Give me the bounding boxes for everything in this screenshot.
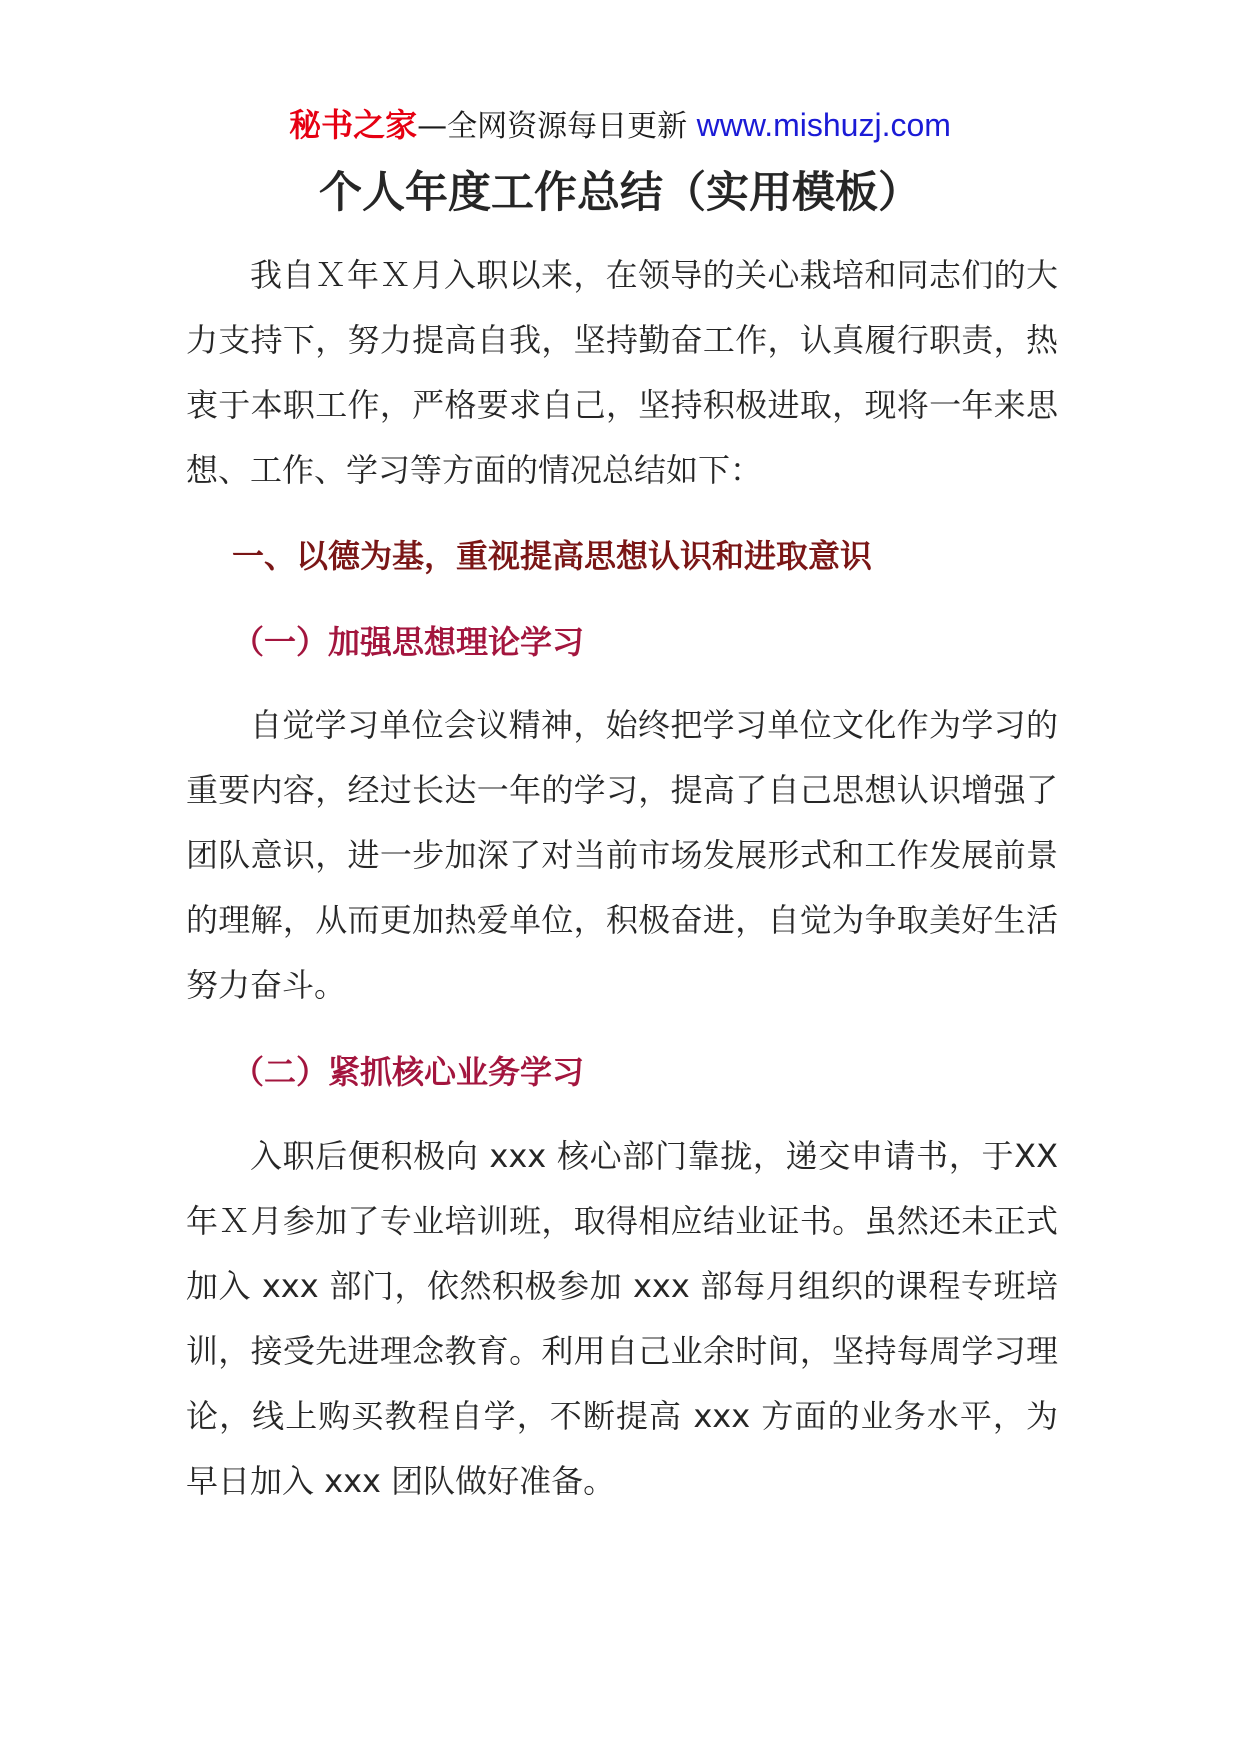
document-title: 个人年度工作总结（实用模板）: [319, 168, 921, 218]
site-url-link[interactable]: www.mishuzj.com: [696, 107, 951, 143]
site-banner: [0, 98, 1240, 154]
banner-tagline: —全网资源每日更新: [417, 109, 688, 144]
subsection-paragraph-1: 自觉学习单位会议精神，始终把学习单位文化作为学习的重要内容，经过长达一年的学习，提高了自己思想认识增强了团队意识，进一步加深了对当前市场发展形式和工作发展前景的理解，从而更加热爱单位，积极奋进，自觉为争取美好生活努力奋斗。: [186, 706, 1058, 1004]
intro-paragraph: 我自Ｘ年Ｘ月入职以来，在领导的关心栽培和同志们的大力支持下，努力提高自我，坚持勤奋工作，认真履行职责，热衷于本职工作，严格要求自己，坚持积极进取，现将一年来思想、工作、学习等方面的情况总结如下：: [186, 256, 1058, 489]
brand-name: 秘书之家: [289, 106, 418, 144]
section-heading-1: 一、以德为基，重视提高思想认识和进取意识: [232, 537, 873, 575]
subsection-heading-2: （二）紧抓核心业务学习: [232, 1053, 585, 1091]
subsection-heading-1: （一）加强思想理论学习: [232, 623, 585, 661]
subsection-paragraph-2: 入职后便积极向 xxx 核心部门靠拢，递交申请书，于XX 年Ｘ月参加了专业培训班，取得相应结业证书。虽然还未正式加入 xxx 部门，依然积极参加 xxx 部每月组织的课程专班培训，接受先进理念教育。利用自己业余时间，坚持每周学习理论，线上购买教程自学，不断提高 xxx 方面的业务水平，为早日加入 xxx 团队做好准备。: [186, 1137, 1058, 1500]
